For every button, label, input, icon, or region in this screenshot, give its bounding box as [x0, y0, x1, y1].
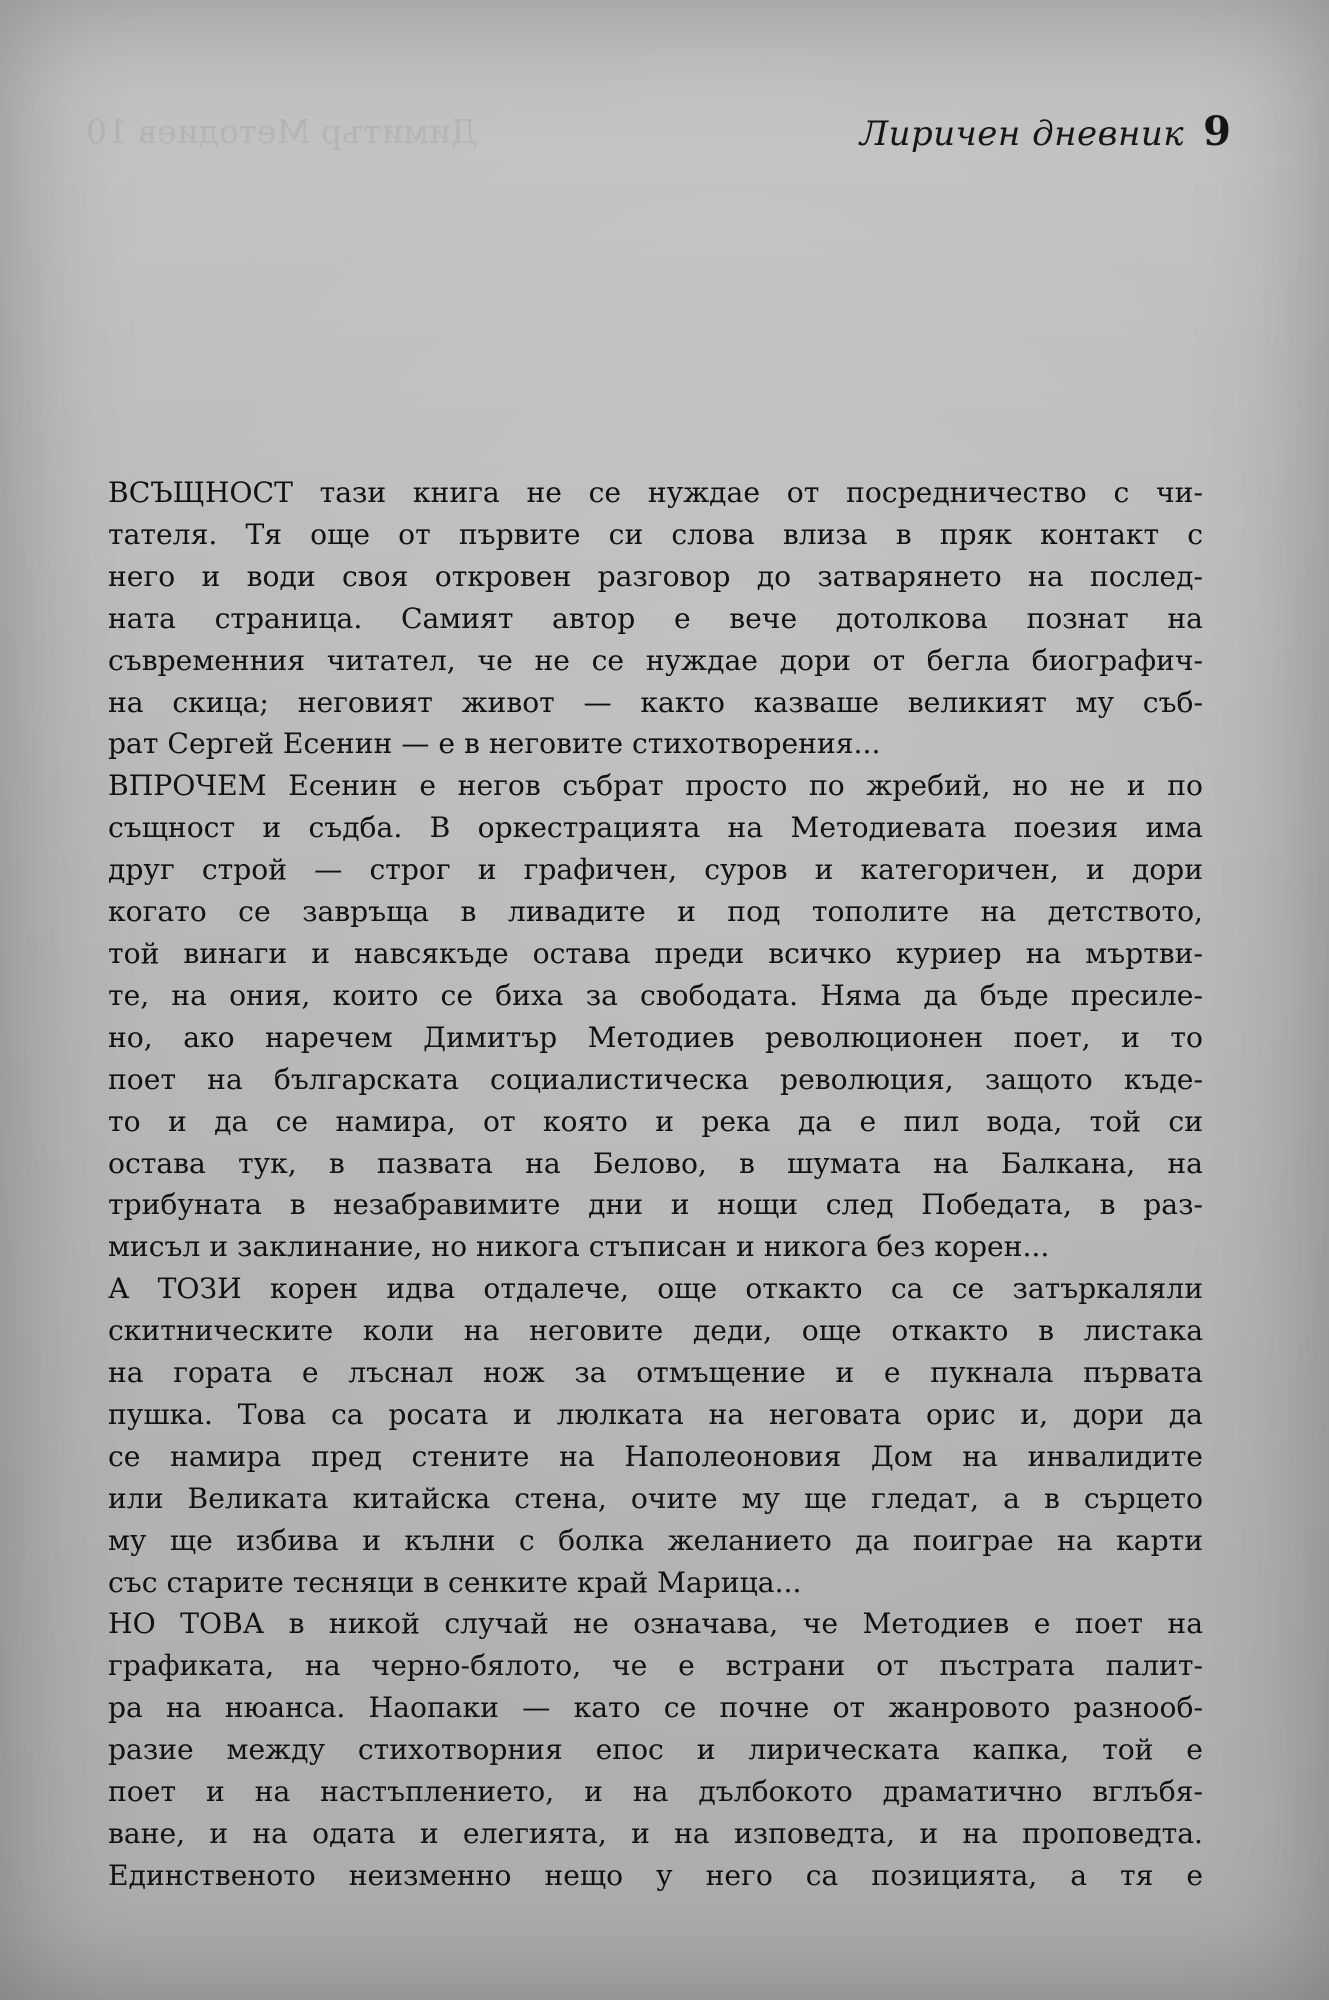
text-line: остава тук, в пазвата на Белово, в шумата на Балкана, на [108, 1146, 1203, 1180]
text-line: на скица; неговият живот — както казваше великият му съб- [108, 685, 1203, 719]
text-line: ра на нюанса. Наопаки — като се почне от жанровото разнооб- [108, 1691, 1203, 1725]
text-line: ВСЪЩНОСТ тази книга не се нуждае от посредничество с чи- [108, 476, 1203, 509]
text-line: А ТОЗИ корен идва отдалече, още откакто са се затъркаляли [108, 1272, 1203, 1306]
text-line: същност и съдба. В оркестрацията на Методиевата поезия има [108, 811, 1203, 845]
text-line: рат Сергей Есенин — е в неговите стихотворения... [108, 727, 881, 761]
text-line: му ще избива и кълни с болка желанието да поиграе на карти [108, 1523, 1203, 1557]
page-number: 9 [1203, 108, 1231, 155]
text-line: друг строй — строг и графичен, суров и категоричен, и дори [108, 853, 1203, 887]
text-line: съвременния читател, че не се нуждае дори от бегла биографич- [108, 643, 1203, 677]
text-line: скитническите коли на неговите деди, още откакто в листака [108, 1314, 1203, 1348]
bleed-through-header: Димитър Методиев 10 [86, 112, 478, 151]
text-line: Единственото неизменно нещо у него са позицията, а тя е [108, 1858, 1203, 1892]
text-line: то и да се намира, от която и река да е пил вода, той си [108, 1104, 1203, 1138]
text-line: пушка. Това са росата и люлката на неговата орис и, дори да [108, 1397, 1203, 1431]
text-line: се намира пред стените на Наполеоновия Дом на инвалидите [108, 1439, 1203, 1473]
text-line: графиката, на черно-бялото, че е встрани от пъстрата палит- [108, 1649, 1203, 1683]
text-line: трибуната в незабравимите дни и нощи след Победата, в раз- [108, 1188, 1203, 1222]
text-line: ване, и на одата и елегията, и на изповедта, и на проповедта. [108, 1817, 1203, 1850]
paragraph [108, 472, 1203, 765]
text-line: мисъл и заклинание, но никога стъписан и никога без корен... [108, 1230, 1050, 1264]
text-line: поет и на настъплението, и на дълбокото драматично вглъбя- [108, 1775, 1203, 1809]
text-line: поет на българската социалистическа революция, защото къде- [108, 1062, 1203, 1096]
paragraph [108, 765, 1203, 1268]
page-header [860, 108, 1231, 155]
text-line: ВПРОЧЕМ Есенин е негов събрат просто по жребий, но не и по [108, 769, 1203, 803]
text-line: него и води своя откровен разговор до затварянето на послед- [108, 559, 1203, 593]
text-line: когато се завръща в ливадите и под тополите на детството, [108, 895, 1203, 929]
body-text [108, 472, 1203, 1897]
paragraph [108, 1603, 1203, 1896]
text-line: разие между стихотворния епос и лирическата капка, той е [108, 1733, 1203, 1767]
text-line: ната страница. Самият автор е вече дотолкова познат на [108, 601, 1203, 635]
text-line: на гората е лъснал нож за отмъщение и е пукнала първата [108, 1356, 1203, 1390]
text-line: те, на ония, които се биха за свободата. Няма да бъде пресиле- [108, 978, 1203, 1012]
text-line: но, ако наречем Димитър Методиев революционен поет, и то [108, 1020, 1203, 1054]
text-line: той винаги и навсякъде остава преди всичко куриер на мъртви- [108, 936, 1203, 970]
paragraph [108, 1268, 1203, 1603]
text-line: със старите тесняци в сенките край Марица... [108, 1565, 802, 1599]
text-line: или Великата китайска стена, очите му ще гледат, а в сърцето [108, 1481, 1203, 1515]
running-title: Лиричен дневник [859, 114, 1185, 154]
text-line: НО ТОВА в никой случай не означава, че Методиев е поет на [108, 1607, 1203, 1641]
text-line: тателя. Тя още от първите си слова влиза в пряк контакт с [108, 517, 1203, 551]
